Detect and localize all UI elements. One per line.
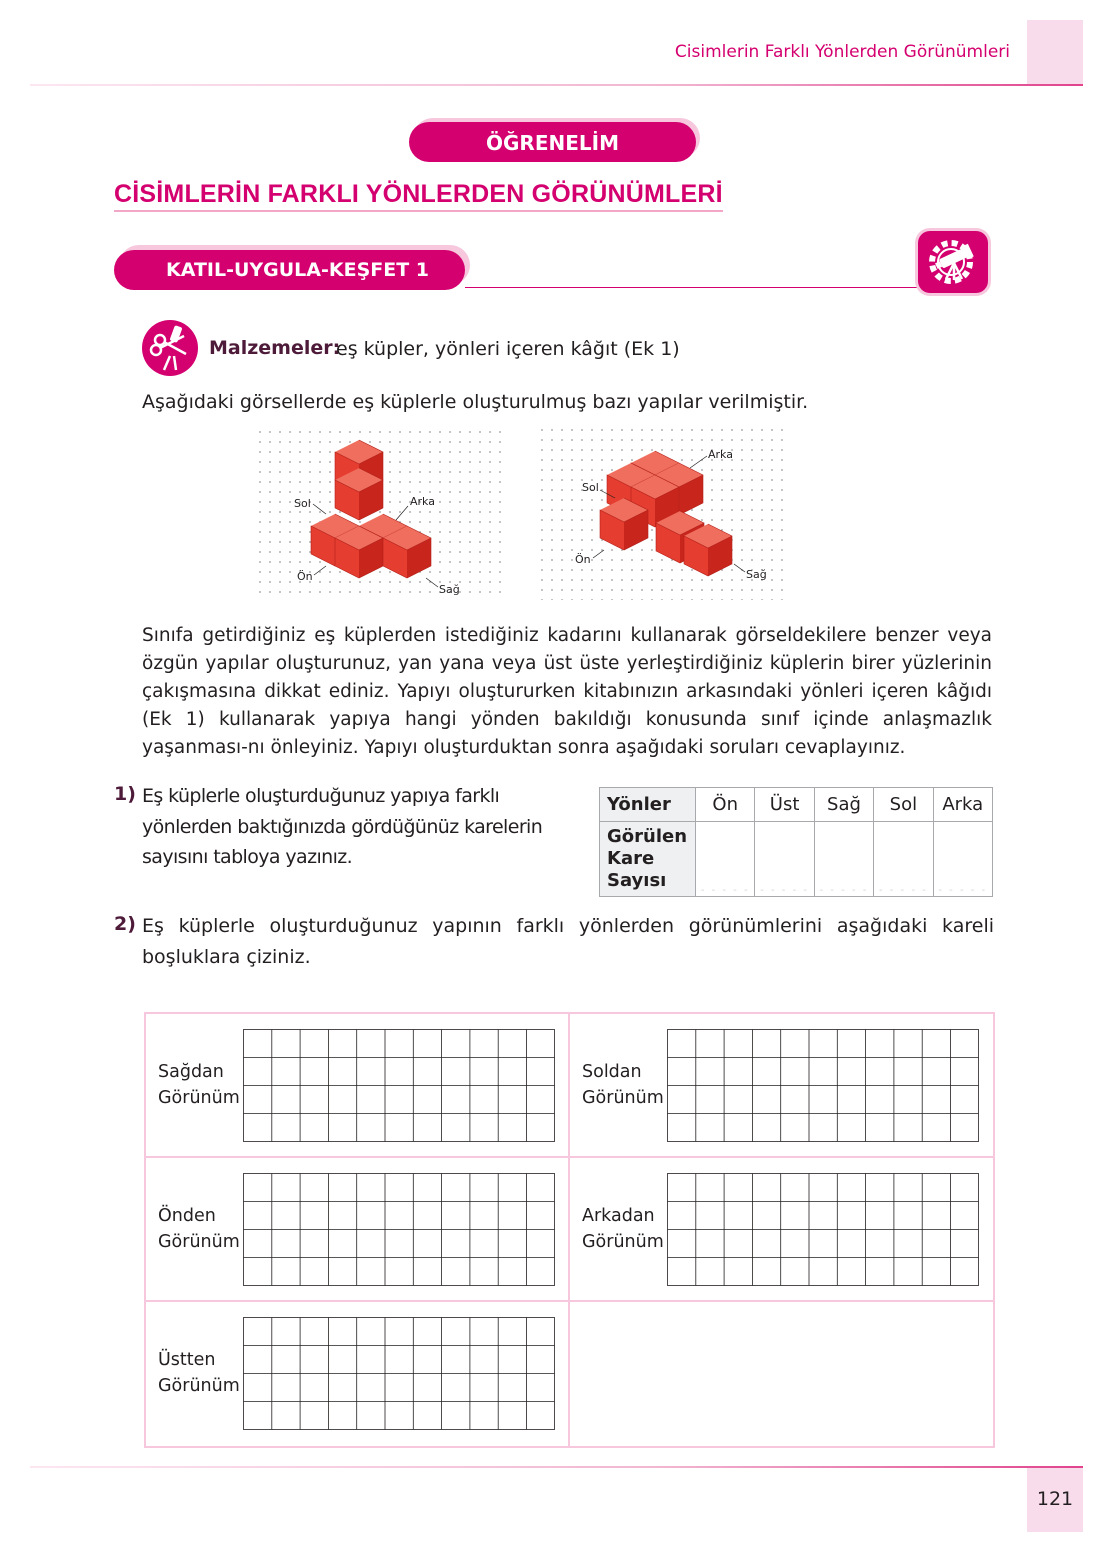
label-on: Ön xyxy=(575,553,591,566)
label-arka: Arka xyxy=(708,448,733,461)
scissors-glue-icon xyxy=(142,320,198,376)
view-label-back xyxy=(582,1203,664,1255)
view-label-line-1: Üstten xyxy=(158,1350,216,1370)
view-label-line-2: Görünüm xyxy=(158,1088,240,1108)
view-label-line-2: Görünüm xyxy=(582,1232,664,1252)
instructions-paragraph: Sınıfa getirdiğiniz eş küplerden istediğiniz kadarını kullanarak görseldekilere benzer veya özgün yapılar oluşturunuz, yan yana veya üst üste yerleştirdiğiniz küplerin birer yüzlerinin çakışmasına dikkat ediniz. Yapıyı oluştururken kitabınızın arkasındaki yönleri içeren kâğıdı (Ek 1) kullanarak yapıya hangi yönden bakıldığı konusunda sınıf içinde anlaşmazlık yaşanması-nı önleyiniz. Yapıyı oluşturduktan sonra aşağıdaki soruları cevaplayınız. xyxy=(142,625,992,758)
answer-cell-on[interactable]: - - - - - xyxy=(696,822,755,897)
activity-divider xyxy=(465,287,925,288)
activity-label: KATIL-UYGULA-KEŞFET 1 xyxy=(166,259,430,281)
view-label-line-1: Arkadan xyxy=(582,1206,655,1226)
table-col-sol: Sol xyxy=(874,788,933,822)
header-divider xyxy=(30,84,1083,86)
answer-cell-sag[interactable]: - - - - - xyxy=(814,822,873,897)
label-sag: Sağ xyxy=(746,568,767,581)
materials-text: eş küpler, yönleri içeren kâğıt (Ek 1) xyxy=(336,338,680,360)
page-number: 121 xyxy=(1036,1488,1074,1510)
view-label-right xyxy=(158,1059,240,1111)
label-sol: Sol xyxy=(582,481,599,494)
row-header-line-1: Görülen xyxy=(607,826,688,847)
table-col-ust: Üst xyxy=(755,788,814,822)
view-label-top xyxy=(158,1347,240,1399)
view-label-line-2: Görünüm xyxy=(158,1232,240,1252)
answer-cell-sol[interactable]: - - - - - xyxy=(874,822,933,897)
table-col-on: Ön xyxy=(696,788,755,822)
view-label-line-1: Sağdan xyxy=(158,1062,224,1082)
view-label-line-1: Önden xyxy=(158,1206,216,1226)
view-label-left xyxy=(582,1059,664,1111)
question-1-text: Eş küplerle oluşturduğunuz yapıya farklı yönlerden baktığınızda gördüğünüz karelerin sayısını tabloya yazınız. xyxy=(142,785,543,868)
answer-cell-arka[interactable]: - - - - - xyxy=(933,822,992,897)
question-2-text: Eş küplerle oluşturduğunuz yapının farklı yönlerden görünümlerini aşağıdaki kareli boşluklara çiziniz. xyxy=(142,915,994,968)
table-header-gorulen xyxy=(600,822,696,897)
table-col-sag: Sağ xyxy=(814,788,873,822)
row-header-line-3: Sayısı xyxy=(607,870,667,891)
view-label-front xyxy=(158,1203,240,1255)
front-view-grid[interactable] xyxy=(243,1173,557,1288)
intro-text: Aşağıdaki görsellerde eş küplerle oluşturulmuş bazı yapılar verilmiştir. xyxy=(142,391,809,413)
telescope-gear-icon xyxy=(918,231,988,293)
footer-divider xyxy=(30,1466,1083,1468)
table-header-yonler: Yönler xyxy=(600,788,696,822)
row-header-line-2: Kare xyxy=(607,848,655,869)
back-view-grid[interactable] xyxy=(667,1173,981,1288)
header-tab xyxy=(1027,20,1083,86)
answer-cell-ust[interactable]: - - - - - xyxy=(755,822,814,897)
view-label-line-2: Görünüm xyxy=(582,1088,664,1108)
top-view-grid[interactable] xyxy=(243,1317,557,1432)
question-1-number: 1) xyxy=(114,783,136,805)
section-pill: ÖĞRENELİM xyxy=(409,122,696,162)
cube-structure-figure-1 xyxy=(258,430,508,600)
left-view-grid[interactable] xyxy=(667,1029,981,1144)
question-2-number: 2) xyxy=(114,913,136,935)
table-col-arka: Arka xyxy=(933,788,992,822)
label-on: Ön xyxy=(297,570,313,583)
label-arka: Arka xyxy=(410,495,435,508)
label-sol: Sol xyxy=(294,497,311,510)
view-label-line-2: Görünüm xyxy=(158,1376,240,1396)
header-title: Cisimlerin Farklı Yönlerden Görünümleri xyxy=(674,42,1010,62)
right-view-grid[interactable] xyxy=(243,1029,557,1144)
activity-banner xyxy=(114,250,465,290)
views-drawing-area xyxy=(144,1012,995,1448)
direction-count-table xyxy=(599,787,993,897)
label-sag: Sağ xyxy=(439,583,460,596)
view-label-line-1: Soldan xyxy=(582,1062,642,1082)
materials-label: Malzemeler: xyxy=(209,337,341,359)
cube-structure-figure-2 xyxy=(540,428,790,600)
page-title: CİSİMLERİN FARKLI YÖNLERDEN GÖRÜNÜMLERİ xyxy=(114,180,723,212)
